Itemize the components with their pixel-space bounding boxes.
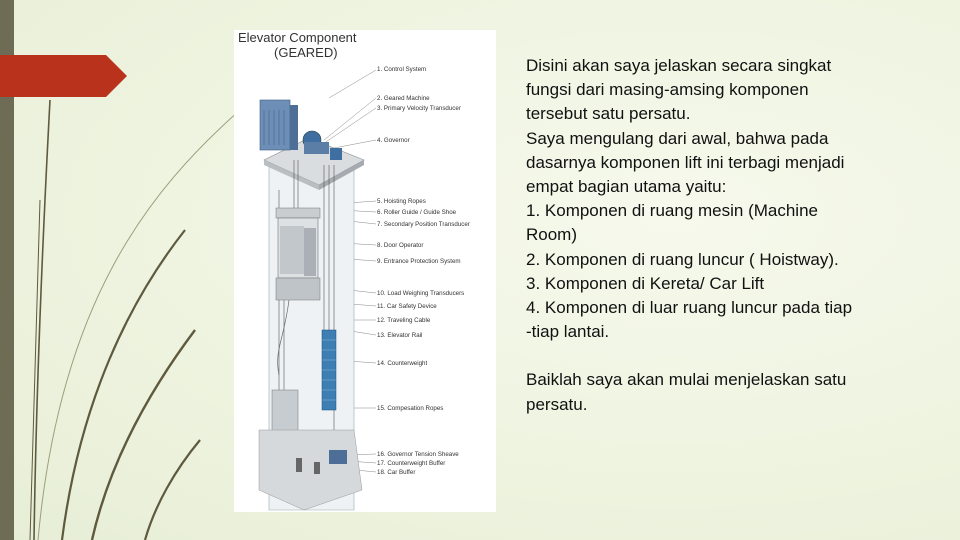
body-line: 3. Komponen di Kereta/ Car Lift xyxy=(526,273,765,293)
callout-label: 13. Elevator Rail xyxy=(377,332,423,339)
body-line: empat bagian utama yaitu: xyxy=(526,177,727,197)
closing-line: Baiklah saya akan mulai menjelaskan satu xyxy=(526,370,847,390)
body-line: 4. Komponen di luar ruang luncur pada tiap xyxy=(526,298,853,318)
callout-label: 4. Governor xyxy=(377,137,410,144)
title-accent-tab xyxy=(0,55,127,97)
elevator-diagram xyxy=(234,30,496,512)
callout-label: 11. Car Safety Device xyxy=(377,303,437,310)
slide-body-text xyxy=(526,54,936,417)
callout-label: 9. Entrance Protection System xyxy=(377,258,461,265)
callout-label: 1. Control System xyxy=(377,66,427,73)
callout-label: 14. Counterweight xyxy=(377,360,428,367)
callout-label: 6. Roller Guide / Guide Shoe xyxy=(377,209,457,216)
body-line: -tiap lantai. xyxy=(526,322,610,342)
body-line: Saya mengulang dari awal, bahwa pada xyxy=(526,128,829,148)
diagram-subtitle: (GEARED) xyxy=(274,45,338,60)
callout-label: 12. Traveling Cable xyxy=(377,317,431,324)
body-line: 1. Komponen di ruang mesin (Machine xyxy=(526,201,818,221)
callout-label: 16. Governor Tension Sheave xyxy=(377,451,459,458)
callout-label: 7. Secondary Position Transducer xyxy=(377,221,470,228)
diagram-title: Elevator Component xyxy=(238,30,357,45)
callout-label: 5. Hoisting Ropes xyxy=(377,198,426,205)
body-line: 2. Komponen di ruang luncur ( Hoistway). xyxy=(526,249,839,269)
callout-label: 8. Door Operator xyxy=(377,242,424,249)
body-line: fungsi dari masing-amsing komponen xyxy=(526,80,809,100)
elevator-illustration xyxy=(234,30,496,512)
callout-label: 3. Primary Velocity Transducer xyxy=(377,105,461,112)
body-line: tersebut satu persatu. xyxy=(526,104,691,124)
callout-label: 17. Counterweight Buffer xyxy=(377,460,446,467)
callout-label: 10. Load Weighing Transducers xyxy=(377,290,465,297)
closing-line: persatu. xyxy=(526,394,588,414)
body-line: Disini akan saya jelaskan secara singkat xyxy=(526,56,832,75)
body-line: dasarnya komponen lift ini terbagi menjadi xyxy=(526,152,845,172)
callout-label: 2. Geared Machine xyxy=(377,95,430,102)
body-line: Room) xyxy=(526,225,578,245)
callout-label: 15. Compesation Ropes xyxy=(377,405,444,412)
callout-label: 18. Car Buffer xyxy=(377,469,416,476)
